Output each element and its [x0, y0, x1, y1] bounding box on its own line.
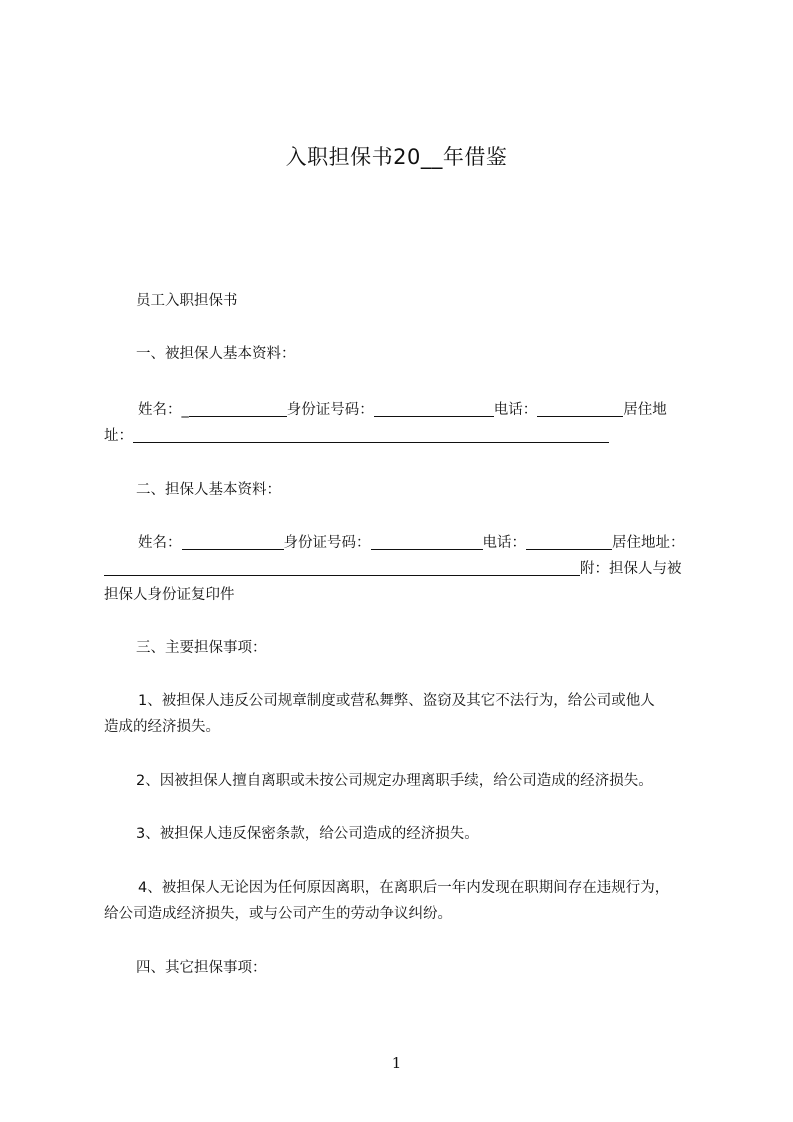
section-1-line-2: [104, 423, 714, 449]
document-title: 入职担保书20__年借鉴: [285, 145, 508, 169]
phone-label: 电话：: [482, 535, 526, 551]
id-number-blank[interactable]: [371, 534, 483, 550]
section-3-title: 三、主要担保事项：: [136, 640, 267, 656]
name-label: 姓名：: [138, 535, 182, 551]
item-3: 3、被担保人违反保密条款，给公司造成的经济损失。: [136, 826, 479, 842]
section-2-line-2: [104, 556, 714, 582]
phone-blank[interactable]: [526, 534, 612, 550]
phone-label: 电话：: [493, 402, 538, 418]
section-2-line-1: [138, 530, 718, 556]
section-4-title: 四、其它担保事项：: [136, 960, 267, 976]
item-4-line-2: 给公司造成经济损失，或与公司产生的劳动争议纠纷。: [104, 906, 452, 922]
address-label-part-1: 居住地: [623, 402, 667, 418]
item-1-line-1: 1、被担保人违反公司规章制度或营私舞弊、盗窃及其它不法行为，给公司或他人: [138, 693, 655, 709]
attachment-text-part-1: 附：担保人与被: [580, 561, 682, 577]
id-label: 身份证号码：: [283, 535, 371, 551]
name-blank[interactable]: [182, 534, 284, 550]
item-1-line-2: 造成的经济损失。: [104, 719, 220, 735]
section-2-title: 二、担保人基本资料：: [136, 482, 281, 498]
phone-blank[interactable]: [537, 401, 623, 417]
id-number-blank[interactable]: [374, 401, 494, 417]
address-blank[interactable]: [133, 427, 609, 443]
section-1-line-1: [138, 397, 718, 423]
page-number: 1: [391, 1054, 402, 1072]
document-heading: 员工入职担保书: [136, 293, 238, 309]
address-label: 居住地址：: [612, 535, 685, 551]
address-label-part-2: 址：: [104, 428, 133, 444]
section-1-title: 一、被担保人基本资料：: [136, 346, 296, 362]
id-label: 身份证号码：: [286, 402, 374, 418]
item-2: 2、因被担保人擅自离职或未按公司规定办理离职手续，给公司造成的经济损失。: [136, 773, 653, 789]
name-label: 姓名：: [138, 402, 182, 418]
address-blank[interactable]: [104, 560, 580, 576]
item-4-line-1: 4、被担保人无论因为任何原因离职，在离职后一年内发现在职期间存在违规行为，: [138, 880, 670, 896]
name-prefix: _: [181, 402, 189, 418]
name-blank[interactable]: [189, 401, 287, 417]
attachment-text-part-2: 担保人身份证复印件: [104, 587, 235, 603]
